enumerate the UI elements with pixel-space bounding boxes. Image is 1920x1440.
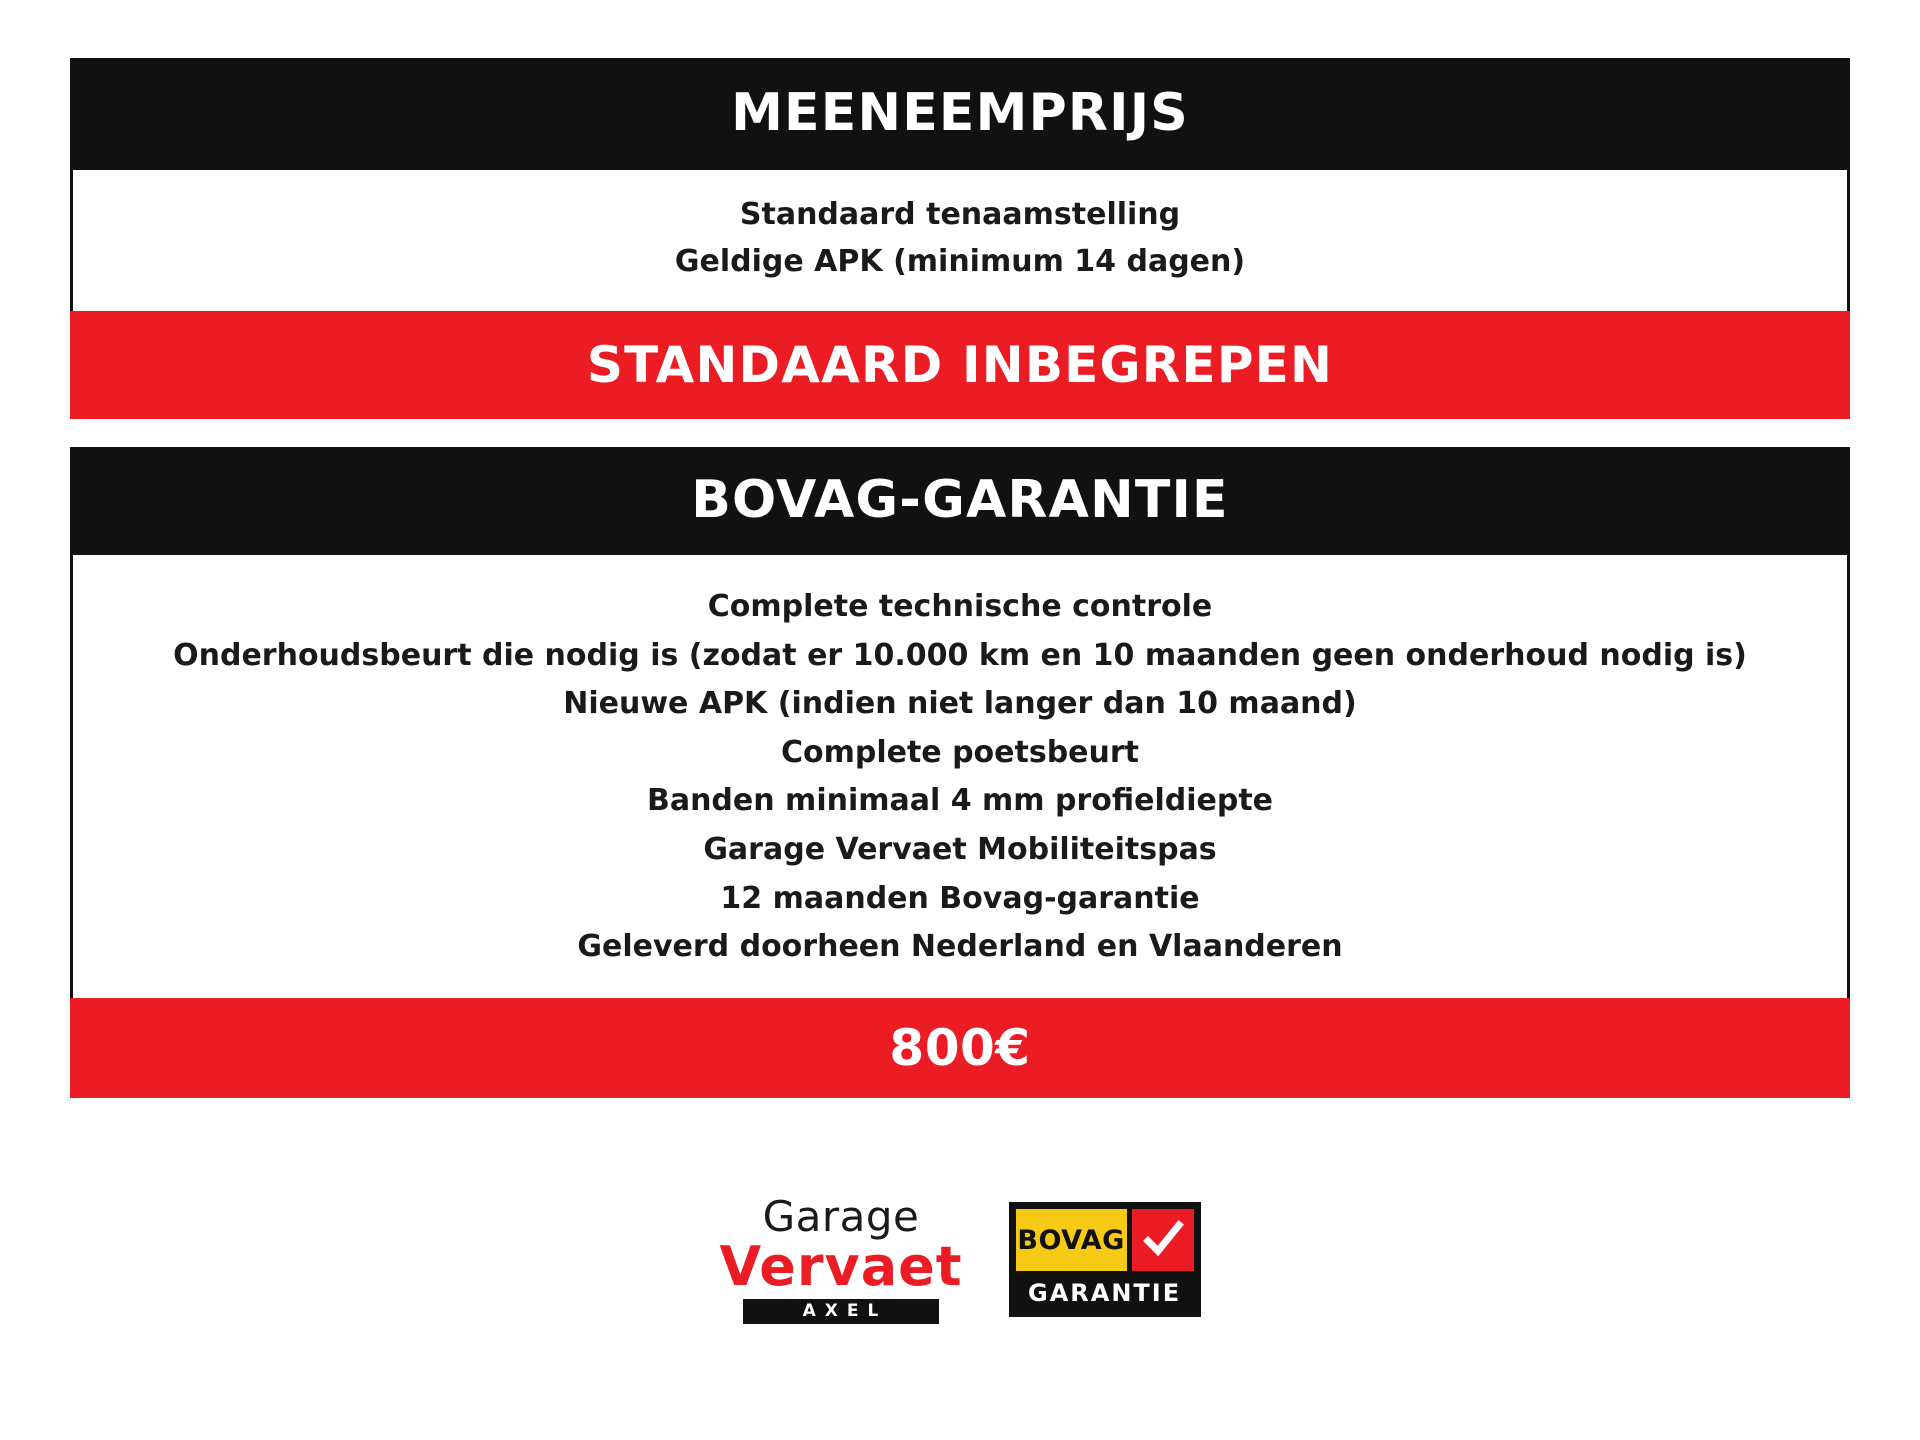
list-item: Complete poetsbeurt <box>780 734 1140 770</box>
list-item: Garage Vervaet Mobiliteitspas <box>703 831 1217 867</box>
section-divider <box>70 419 1850 447</box>
garage-logo-location-bar: AXEL <box>743 1299 939 1324</box>
price-value: 800€ <box>889 1018 1031 1077</box>
footer-logos <box>70 1098 1850 1440</box>
list-item: Banden minimaal 4 mm profieldiepte <box>646 783 1274 819</box>
meeneemprijs-title: MEENEEMPRIJS <box>731 83 1189 144</box>
bovag-logo-subtitle: GARANTIE <box>1028 1279 1182 1308</box>
garage-vervaet-logo <box>719 1191 963 1324</box>
price-band <box>70 998 1850 1098</box>
garage-logo-word-top: Garage <box>762 1191 920 1241</box>
bovag-garantie-logo <box>1009 1202 1201 1317</box>
meeneemprijs-body <box>70 170 1850 311</box>
bovag-logo-brand: BOVAG <box>1016 1209 1127 1271</box>
list-item: Geleverd doorheen Nederland en Vlaanderen <box>577 929 1343 965</box>
meeneemprijs-header <box>70 58 1850 170</box>
garage-logo-word-main: Vervaet <box>719 1234 963 1298</box>
list-item: Onderhoudsbeurt die nodig is (zodat er 10.000 km en 10 maanden geen onderhoud nodig is) <box>173 637 1747 673</box>
bovag-garantie-header <box>70 447 1850 555</box>
list-item: Complete technische controle <box>707 589 1213 624</box>
list-item: Standaard tenaamstelling <box>739 197 1181 232</box>
standaard-inbegrepen-title: STANDAARD INBEGREPEN <box>586 335 1334 394</box>
bovag-garantie-block <box>70 447 1850 1098</box>
bovag-garantie-title: BOVAG-GARANTIE <box>691 470 1229 531</box>
list-item: Nieuwe APK (indien niet langer dan 10 maand) <box>563 686 1357 722</box>
meeneemprijs-block <box>70 58 1850 419</box>
list-item: Geldige APK (minimum 14 dagen) <box>674 243 1246 279</box>
standaard-inbegrepen-band <box>70 311 1850 419</box>
bovag-garantie-body <box>70 555 1850 998</box>
checkmark-icon <box>1132 1209 1194 1271</box>
bovag-logo-top-row <box>1016 1209 1194 1271</box>
list-item: 12 maanden Bovag-garantie <box>720 880 1200 916</box>
